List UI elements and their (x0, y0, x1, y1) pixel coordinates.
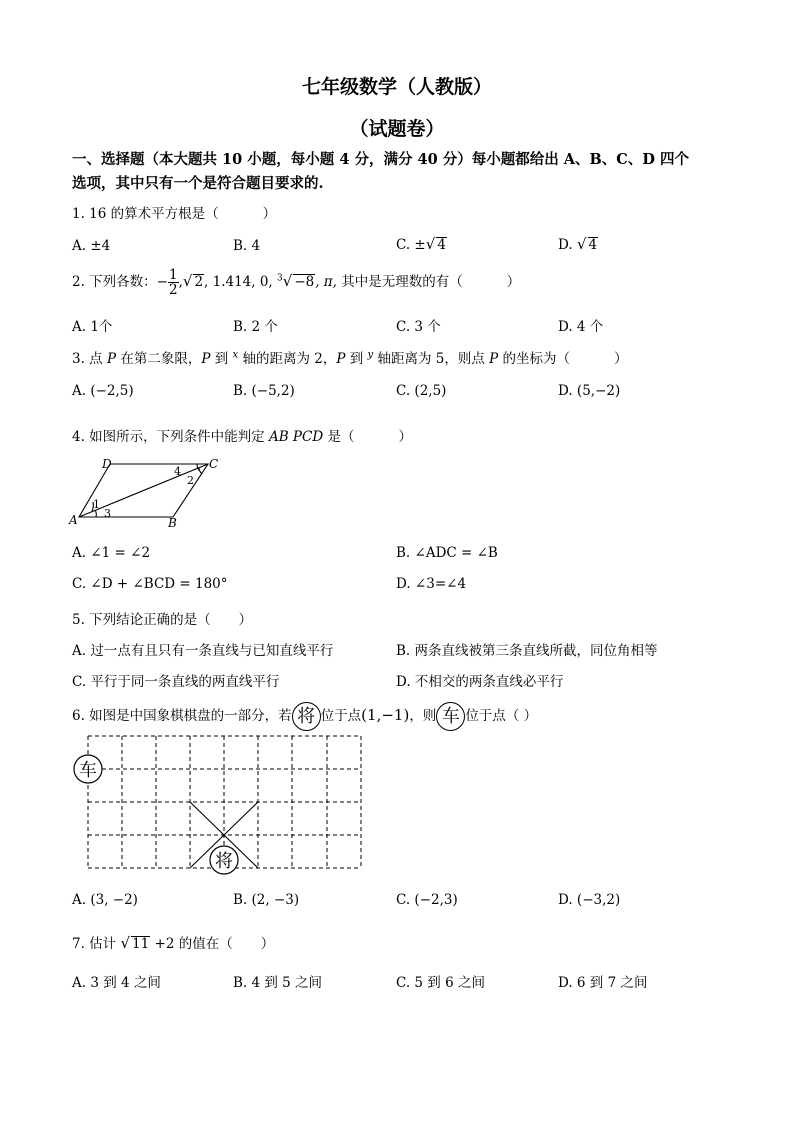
general-piece-icon: 将 (292, 702, 321, 731)
q2-option-b[interactable]: B. 2 个 (233, 319, 278, 335)
q6-option-c[interactable]: C. (−2,3) (396, 892, 458, 908)
chariot-piece-label: 车 (79, 760, 97, 781)
question-2-text: 2. 下列各数： (72, 274, 157, 290)
question-1-stem (72, 202, 276, 222)
q3-text-4: 轴的距离为 2， (238, 351, 337, 367)
q2-fraction-numerator: 1 (168, 267, 178, 283)
q5-option-a[interactable]: A. 过一点有且只有一条直线与已知直线平行 (72, 643, 334, 659)
q5-paren-close: ） (238, 612, 253, 628)
q2-fraction (168, 268, 179, 297)
q2-option-d[interactable]: D. 4 个 (558, 319, 604, 335)
q5-option-b[interactable]: B. 两条直线被第三条直线所截，同位角相等 (396, 643, 658, 659)
q6-option-d[interactable]: D. (−3,2) (558, 892, 621, 908)
q3-text-7: 的坐标为（ (498, 351, 571, 367)
q6-text-3: ，则 (409, 708, 437, 724)
q7-text-2: +2 的值在（ (150, 936, 233, 952)
q4-option-b[interactable]: B. ∠ADC = ∠B (396, 545, 498, 561)
q2-option-a[interactable]: A. 1个 (72, 319, 113, 335)
q2-pi: , π, (315, 274, 337, 290)
q2-tail-text: 其中是无理数的有（ (336, 274, 463, 290)
q1-option-c-label: C. ± (396, 237, 426, 253)
q3-option-b[interactable]: B. (−5,2) (233, 383, 295, 399)
q3-paren-close: ） (614, 351, 628, 367)
q2-paren-close: ） (506, 274, 521, 290)
chariot-piece-icon: 车 (436, 702, 465, 731)
q5-text: 5. 下列结论正确的是（ (72, 612, 211, 628)
q3-point-p-3: P (336, 351, 346, 367)
question-4-stem (72, 425, 412, 445)
angle-3-arc (95, 510, 96, 517)
q4-option-a[interactable]: A. ∠1 = ∠2 (72, 545, 151, 561)
question-7-stem: 7. 估计 √ 11 +2 的值在（ ） (72, 934, 275, 952)
q3-text-1: 3. 点 (72, 351, 107, 367)
question-1-text: 1. 16 的算术平方根是（ (72, 206, 219, 222)
q3-option-c[interactable]: C. (2,5) (396, 383, 447, 399)
q2-cube-root-radicand: −8 (294, 274, 315, 290)
q6-text-4: 位于点（ ） (465, 708, 538, 724)
angle-3-label: 3 (104, 507, 111, 520)
vertex-d-label: D (102, 457, 112, 471)
q1-option-d[interactable]: D. √ 4 (558, 235, 598, 253)
question-2-stem: 2. 下列各数：− $\frac{1}{2}$ ,√ 2, 1.414, 0, $^3$√ −8, π, 其中是无理数的有（ ） (72, 267, 521, 298)
angle-2-label: 2 (187, 474, 194, 487)
q7-option-a[interactable]: A. 3 到 4 之间 (72, 975, 161, 991)
q4-paren-close: ） (398, 429, 412, 445)
vertex-c-label: C (209, 457, 219, 471)
q5-option-c[interactable]: C. 平行于同一条直线的两直线平行 (72, 674, 280, 690)
q6-coordinate: (1,−1) (361, 706, 410, 724)
q2-fraction-denominator: 2 (168, 282, 178, 298)
q1-option-b[interactable]: B. 4 (233, 238, 261, 254)
q7-option-b[interactable]: B. 4 到 5 之间 (233, 975, 323, 991)
general-piece (210, 846, 238, 874)
q4-option-c[interactable]: C. ∠D + ∠BCD = 180° (72, 576, 228, 592)
q6-text-1: 6. 如图是中国象棋棋盘的一部分，若 (72, 708, 292, 724)
q3-option-d[interactable]: D. (5,−2) (558, 383, 621, 399)
page-title: 七年级数学（人教版） (301, 76, 492, 98)
q1-option-a[interactable]: A. ±4 (72, 238, 111, 254)
q7-radicand: 11 (132, 936, 150, 952)
q6-text-2: 位于点 (320, 708, 362, 724)
q1-option-c-radicand: 4 (437, 237, 446, 253)
q2-option-c[interactable]: C. 3 个 (396, 319, 441, 335)
question-1-paren-close: ） (262, 206, 277, 222)
q7-text-1: 7. 估计 (72, 936, 121, 952)
angle-1-label: 1 (93, 498, 100, 511)
q2-minus-sign: − (156, 274, 168, 290)
question-6-stem (72, 702, 537, 731)
q1-option-c[interactable]: C. ±√ 4 (396, 235, 446, 253)
q3-text-3: 到 (210, 351, 233, 367)
q3-option-a[interactable]: A. (−2,5) (72, 383, 134, 399)
q3-text-2: 在第二象限， (116, 351, 202, 367)
q4-relation: AB PCD (268, 429, 324, 445)
q5-option-d[interactable]: D. 不相交的两条直线必平行 (396, 674, 564, 690)
q2-cube-root-index: 3 (277, 273, 283, 284)
vertex-a-label: A (69, 513, 78, 527)
angle-2-arc (199, 468, 202, 474)
q4-option-d[interactable]: D. ∠3=∠4 (396, 576, 467, 592)
q4-text: 4. 如图所示，下列条件中能判定 (72, 429, 269, 445)
parallelogram-figure (66, 455, 236, 530)
q1-option-d-label: D. (558, 237, 573, 253)
q3-y-axis: y (367, 349, 374, 361)
chariot-piece (74, 755, 102, 783)
q2-comma: , (178, 274, 183, 290)
q2-sqrt-radicand: 2 (194, 274, 204, 290)
chess-board-figure (66, 730, 371, 880)
question-3-stem (72, 347, 628, 367)
q1-option-d-radicand: 4 (588, 237, 598, 253)
general-piece-label: 将 (215, 851, 233, 872)
page-subtitle: （试题卷） (349, 118, 445, 140)
section-heading-line2: 选项，其中只有一个是符合题目要求的. (72, 175, 324, 192)
question-5-stem (72, 608, 252, 628)
q3-point-p: P (106, 351, 117, 367)
q7-paren-close: ） (260, 936, 275, 952)
q3-x-axis: x (232, 349, 239, 361)
angle-4-label: 4 (174, 465, 181, 478)
q3-point-p-2: P (201, 351, 211, 367)
q4-text-b: 是（ (323, 429, 355, 445)
q2-middle-terms: , 1.414, 0, (204, 274, 278, 290)
q3-point-p-4: P (489, 351, 499, 367)
q3-text-6: 轴距离为 5，则点 (373, 351, 490, 367)
q6-option-b[interactable]: B. (2, −3) (233, 892, 300, 908)
section-heading-line1: 一、选择题（本大题共 10 小题，每小题 4 分，满分 40 分）每小题都给出 A、B、C、D 四个 (72, 151, 689, 168)
q3-text-5: 到 (345, 351, 368, 367)
q7-option-c[interactable]: C. 5 到 6 之间 (396, 975, 485, 991)
vertex-b-label: B (168, 516, 177, 530)
q6-option-a[interactable]: A. (3, −2) (72, 892, 138, 908)
q7-option-d[interactable]: D. 6 到 7 之间 (558, 975, 648, 991)
